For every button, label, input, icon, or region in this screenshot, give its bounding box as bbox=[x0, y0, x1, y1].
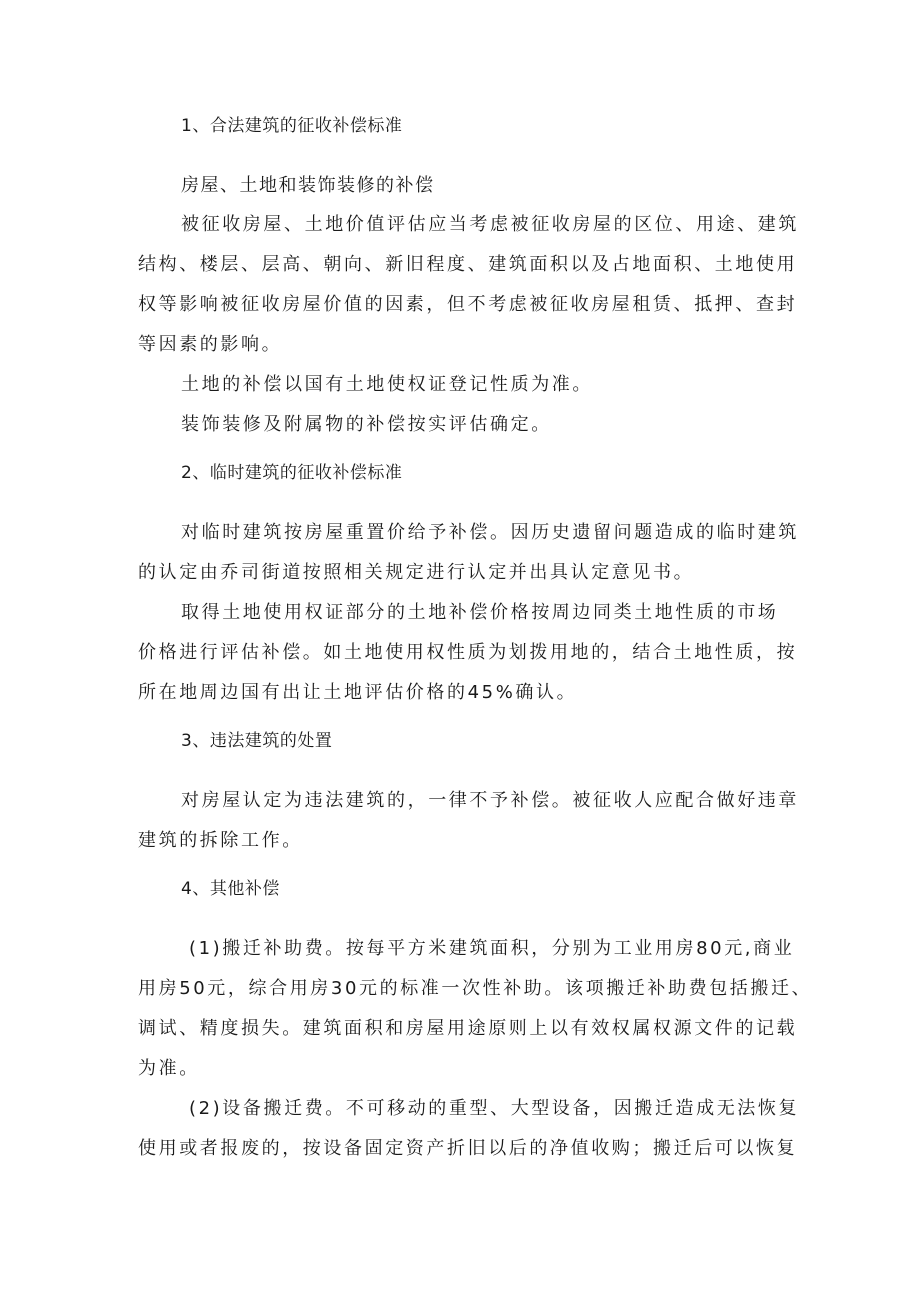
section-3-heading: 3、违法建筑的处置 bbox=[181, 731, 333, 751]
section-2-para-2-line-2: 价格进行评估补偿。如土地使用权性质为划拨用地的，结合土地性质，按 bbox=[138, 642, 798, 663]
section-1-para-3: 装饰装修及附属物的补偿按实评估确定。 bbox=[181, 414, 552, 435]
section-4-item-1-line-3: 调试、精度损失。建筑面积和房屋用途原则上以有效权属权源文件的记载 bbox=[138, 1018, 798, 1039]
section-2-para-1-line-2: 的认定由乔司街道按照相关规定进行认定并出具认定意见书。 bbox=[138, 562, 695, 583]
section-2-heading: 2、临时建筑的征收补偿标准 bbox=[181, 463, 403, 483]
section-1-heading: 1、合法建筑的征收补偿标准 bbox=[181, 116, 403, 136]
section-1-para-1-line-1: 被征收房屋、土地价值评估应当考虑被征收房屋的区位、用途、建筑 bbox=[181, 214, 799, 235]
section-4-item-1-line-4: 为准。 bbox=[138, 1058, 200, 1079]
section-1-para-1-line-3: 权等影响被征收房屋价值的因素，但不考虑被征收房屋租赁、抵押、查封 bbox=[138, 294, 798, 315]
section-3-para-1-line-1: 对房屋认定为违法建筑的，一律不予补偿。被征收人应配合做好违章 bbox=[181, 790, 799, 811]
section-1-para-1-line-2: 结构、楼层、层高、朝向、新旧程度、建筑面积以及占地面积、土地使用 bbox=[138, 254, 798, 275]
section-2-para-1-line-1: 对临时建筑按房屋重置价给予补偿。因历史遗留问题造成的临时建筑 bbox=[181, 522, 799, 543]
section-1-subheading: 房屋、土地和装饰装修的补偿 bbox=[181, 175, 435, 196]
section-4-item-2-line-2: 使用或者报废的，按设备固定资产折旧以后的净值收购；搬迁后可以恢复 bbox=[138, 1138, 798, 1159]
section-4-item-1-line-1: (1)搬迁补助费。按每平方米建筑面积，分别为工业用房80元,商业 bbox=[189, 938, 795, 959]
section-1-para-1-line-4: 等因素的影响。 bbox=[138, 334, 283, 355]
section-1-para-2: 土地的补偿以国有土地使权证登记性质为准。 bbox=[181, 374, 593, 395]
section-4-heading: 4、其他补偿 bbox=[181, 879, 280, 899]
section-3-para-1-line-2: 建筑的拆除工作。 bbox=[138, 830, 303, 851]
section-4-item-2-line-1: (2)设备搬迁费。不可移动的重型、大型设备，因搬迁造成无法恢复 bbox=[189, 1098, 800, 1119]
section-4-item-1-line-2: 用房50元，综合用房30元的标准一次性补助。该项搬迁补助费包括搬迁、 bbox=[138, 978, 813, 999]
section-2-para-2-line-3: 所在地周边国有出让土地评估价格的45%确认。 bbox=[138, 682, 578, 703]
section-2-para-2-line-1: 取得土地使用权证部分的土地补偿价格按周边同类土地性质的市场 bbox=[181, 602, 779, 623]
